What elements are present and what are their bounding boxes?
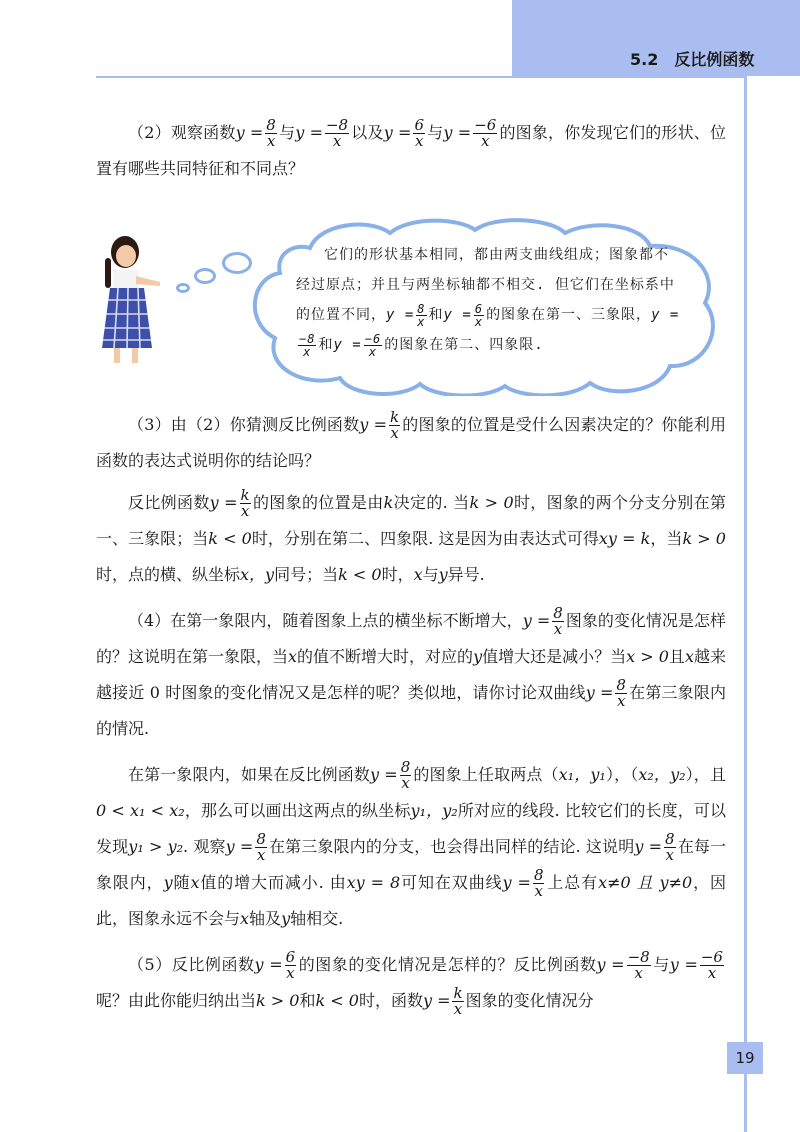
math-inequality: 0 < x₁ < x₂ — [96, 801, 185, 820]
fraction-k-over-x — [389, 410, 400, 441]
fraction-8-over-x — [400, 760, 412, 791]
fraction-denominator: x — [266, 132, 276, 150]
text: 在第三象限内的情况. — [96, 683, 727, 738]
math-point-2: x₂，y₂ — [638, 765, 686, 784]
fraction-6-over-x — [413, 118, 425, 149]
fraction-denominator: x — [417, 314, 426, 329]
text: 呢？由此你能归纳出当 — [96, 991, 257, 1010]
math-k-gt-0: k > 0 — [256, 991, 300, 1010]
fraction-denominator: x — [303, 344, 312, 359]
math-y: y = — [669, 955, 698, 974]
text: 图象的变化情况分 — [465, 991, 594, 1010]
text: （3）由（2）你猜测反比例函数 — [128, 415, 360, 434]
fraction-numerator: k — [240, 486, 250, 504]
question-2 — [96, 115, 726, 187]
fraction-neg8-over-x — [627, 950, 651, 981]
text: 越来越接近 0 时图象的变化情况又是怎样的呢？类似地，请你讨论双曲线 — [96, 647, 726, 702]
fraction-8-over-x — [664, 832, 676, 863]
cloud-text-line: 的图象在第一、三象限， — [486, 307, 652, 323]
math-k-gt-0: k > 0 — [469, 493, 514, 512]
question-5 — [96, 947, 726, 1019]
fraction-numerator: 8 — [616, 676, 626, 694]
fraction-8-over-x — [552, 606, 564, 637]
text: 与 — [278, 123, 296, 142]
math-y: y = — [209, 493, 238, 512]
text: 时，图象的两个分支分别在第一、三象限；当 — [96, 493, 726, 548]
fraction-denominator: x — [368, 344, 378, 359]
fraction-numerator: 8 — [266, 116, 276, 134]
fraction-numerator: −6 — [700, 948, 723, 966]
text: ），（ — [605, 765, 639, 784]
fraction-denominator: x — [665, 846, 675, 864]
fraction-neg6-over-x — [473, 118, 497, 149]
fraction-numerator: 8 — [533, 866, 544, 884]
math-xy-eq-k: xy = k — [598, 529, 651, 548]
math-y-var: y — [163, 873, 173, 892]
text: 的图象的变化情况是怎样的？反比例函数 — [298, 955, 597, 974]
text: ），且 — [685, 765, 726, 784]
text: 随 — [172, 873, 191, 892]
text: （2）观察函数 — [128, 123, 236, 142]
math-y1-gt-y2: y₁ > y₂ — [128, 837, 184, 856]
fraction-denominator: x — [286, 964, 295, 982]
header-divider — [96, 76, 746, 78]
fraction-numerator: −8 — [299, 331, 316, 346]
math-x: x — [684, 647, 694, 666]
math-y: y = — [295, 123, 323, 142]
text: 反比例函数 — [128, 493, 210, 512]
math-y: y = — [443, 307, 472, 323]
fraction-numerator: 8 — [256, 830, 266, 848]
text: 异号. — [447, 565, 485, 584]
math-x: x — [240, 909, 250, 928]
fraction-6-over-x — [285, 950, 297, 981]
text: 在第一象限内，如果在反比例函数 — [128, 765, 371, 784]
math-y: y = — [370, 765, 398, 784]
math-x-y: x，y — [240, 565, 275, 584]
math-y1-y2: y₁，y₂ — [410, 801, 458, 820]
text: 时，函数 — [358, 991, 423, 1010]
fraction-denominator: x — [332, 132, 342, 150]
text: （4）在第一象限内，随着图象上点的横坐标不断增大， — [128, 611, 523, 630]
fraction-denominator: x — [553, 620, 563, 638]
fraction-denominator: x — [634, 964, 643, 982]
text: . 观察 — [183, 837, 226, 856]
fraction-8-over-x — [615, 678, 627, 709]
math-k-lt-0: k < 0 — [315, 991, 359, 1010]
fraction-denominator: x — [401, 774, 410, 792]
math-k: k — [383, 493, 394, 512]
math-xy-eq-8: xy = 8 — [346, 873, 401, 892]
math-y: y = — [651, 307, 680, 323]
fraction-numerator: −6 — [474, 116, 497, 134]
text: 时，分别在第二、四象限. 这是因为由表达式可得 — [251, 529, 599, 548]
fraction-numerator: 6 — [414, 116, 424, 134]
text: 的图象的位置是受什么因素决定的？你能利用函数的表达式说明你的结论吗？ — [96, 415, 726, 470]
fraction-denominator: x — [480, 132, 490, 150]
text: 同号；当 — [274, 565, 339, 584]
fraction-neg8-over-x — [325, 118, 349, 149]
text: 且 — [668, 647, 685, 666]
fraction-numerator: 6 — [285, 948, 296, 966]
math-y: y = — [443, 123, 472, 142]
text: 与 — [652, 955, 670, 974]
text: 在每一象限内， — [96, 837, 726, 892]
question-3 — [96, 407, 726, 479]
text: 值的增大而减小. 由 — [199, 873, 347, 892]
fraction-denominator: x — [534, 882, 543, 900]
fraction-numerator: 6 — [474, 301, 484, 316]
math-y: y = — [585, 683, 614, 702]
fraction-denominator: x — [240, 502, 250, 520]
text: ，当 — [650, 529, 683, 548]
fraction-denominator: x — [256, 846, 266, 864]
text: 的值不断增大时，对应的 — [297, 647, 474, 666]
math-x: x — [190, 873, 200, 892]
fraction-k-over-x — [452, 986, 463, 1017]
fraction-numerator: −6 — [364, 331, 382, 346]
math-y: y = — [235, 123, 264, 142]
text: 轴及 — [249, 909, 282, 928]
fraction-denominator: x — [474, 314, 484, 329]
text: 时， — [381, 565, 414, 584]
text: 与 — [426, 123, 444, 142]
answer-4 — [96, 757, 726, 937]
cloud-text-line: 和 — [428, 307, 444, 323]
fraction-denominator: x — [707, 964, 717, 982]
fraction-numerator: k — [390, 408, 400, 426]
section-title: 5.2 反比例函数 — [630, 50, 755, 69]
cloud-text-line: 它们的形状基本相同，都由两支曲线组成；图象都不经过原点；并且与两坐标轴都不相交. 但它们在坐标系中的位置不同， — [296, 247, 675, 323]
text: （5）反比例函数 — [128, 955, 255, 974]
fraction-numerator: −8 — [325, 116, 349, 134]
math-y: y = — [422, 991, 451, 1010]
text: 和 — [299, 991, 316, 1010]
answer-3 — [96, 485, 726, 593]
fraction-denominator: x — [453, 1000, 463, 1018]
math-y: y = — [386, 307, 415, 323]
text: 的图象，你发现它们的形状、位置有哪些共同特征和不同点？ — [96, 123, 726, 178]
fraction-k-over-x — [240, 488, 251, 519]
text: 所对应的线段. 比较它们的长度，可以发现 — [96, 801, 726, 856]
text: 决定的. 当 — [393, 493, 470, 512]
fraction-8-over-x — [255, 832, 267, 863]
fraction-8-over-x — [265, 118, 277, 149]
math-y: y = — [634, 837, 663, 856]
text: 轴相交. — [290, 909, 344, 928]
math-point-1: x₁，y₁ — [558, 765, 606, 784]
math-y-var: y — [438, 565, 448, 584]
fraction-numerator: −8 — [627, 948, 650, 966]
math-y: y = — [596, 955, 625, 974]
fraction-numerator: 8 — [553, 604, 563, 622]
text: 值增大还是减小？当 — [482, 647, 627, 666]
text: ，那么可以画出这两点的纵坐标 — [184, 801, 411, 820]
fraction-denominator: x — [616, 692, 626, 710]
text: ，因此，图象永远不会与 — [96, 873, 726, 928]
fraction-neg6-over-x — [700, 950, 724, 981]
fraction-denominator: x — [390, 424, 399, 442]
math-x: x — [288, 647, 298, 666]
math-y: y = — [254, 955, 283, 974]
cloud-text-line: 和 — [318, 337, 334, 353]
fraction-numerator: k — [453, 984, 463, 1002]
text: 上总有 — [546, 873, 599, 892]
text: 可知在双曲线 — [400, 873, 503, 892]
math-y: y = — [522, 611, 551, 630]
math-k-lt-0: k < 0 — [208, 529, 252, 548]
text: 图象的变化情况是怎样的？这说明在第一象限，当 — [96, 611, 726, 666]
page-content — [96, 115, 726, 1025]
question-4 — [96, 603, 726, 747]
page-number: 19 — [735, 1049, 755, 1067]
math-y: y = — [225, 837, 254, 856]
fraction-numerator: 8 — [400, 758, 411, 776]
math-y: y = — [359, 415, 388, 434]
math-nonzero: x≠0 且 y≠0 — [598, 873, 693, 892]
math-k-lt-0: k < 0 — [338, 565, 382, 584]
fraction-8-over-x — [533, 868, 545, 899]
math-x: x — [413, 565, 423, 584]
math-y-var: y — [473, 647, 483, 666]
text: 的图象的位置是由 — [252, 493, 384, 512]
text: 在第三象限内的分支，也会得出同样的结论. 这说明 — [268, 837, 635, 856]
fraction-numerator: 8 — [665, 830, 675, 848]
text: 与 — [422, 565, 439, 584]
margin-rule — [744, 76, 747, 1132]
cloud-text-line: 的图象在第二、四象限. — [384, 337, 544, 353]
text: 以及 — [351, 123, 384, 142]
math-y: y = — [502, 873, 531, 892]
math-x-gt-0: x > 0 — [626, 647, 669, 666]
math-y-var: y — [281, 909, 291, 928]
math-y: y = — [333, 337, 362, 353]
fraction-numerator: 8 — [417, 301, 426, 316]
text: 的图象上任取两点（ — [413, 765, 559, 784]
math-k-gt-0: k > 0 — [682, 529, 726, 548]
fraction-denominator: x — [414, 132, 424, 150]
text: 时，点的横、纵坐标 — [96, 565, 241, 584]
math-y: y = — [383, 123, 412, 142]
